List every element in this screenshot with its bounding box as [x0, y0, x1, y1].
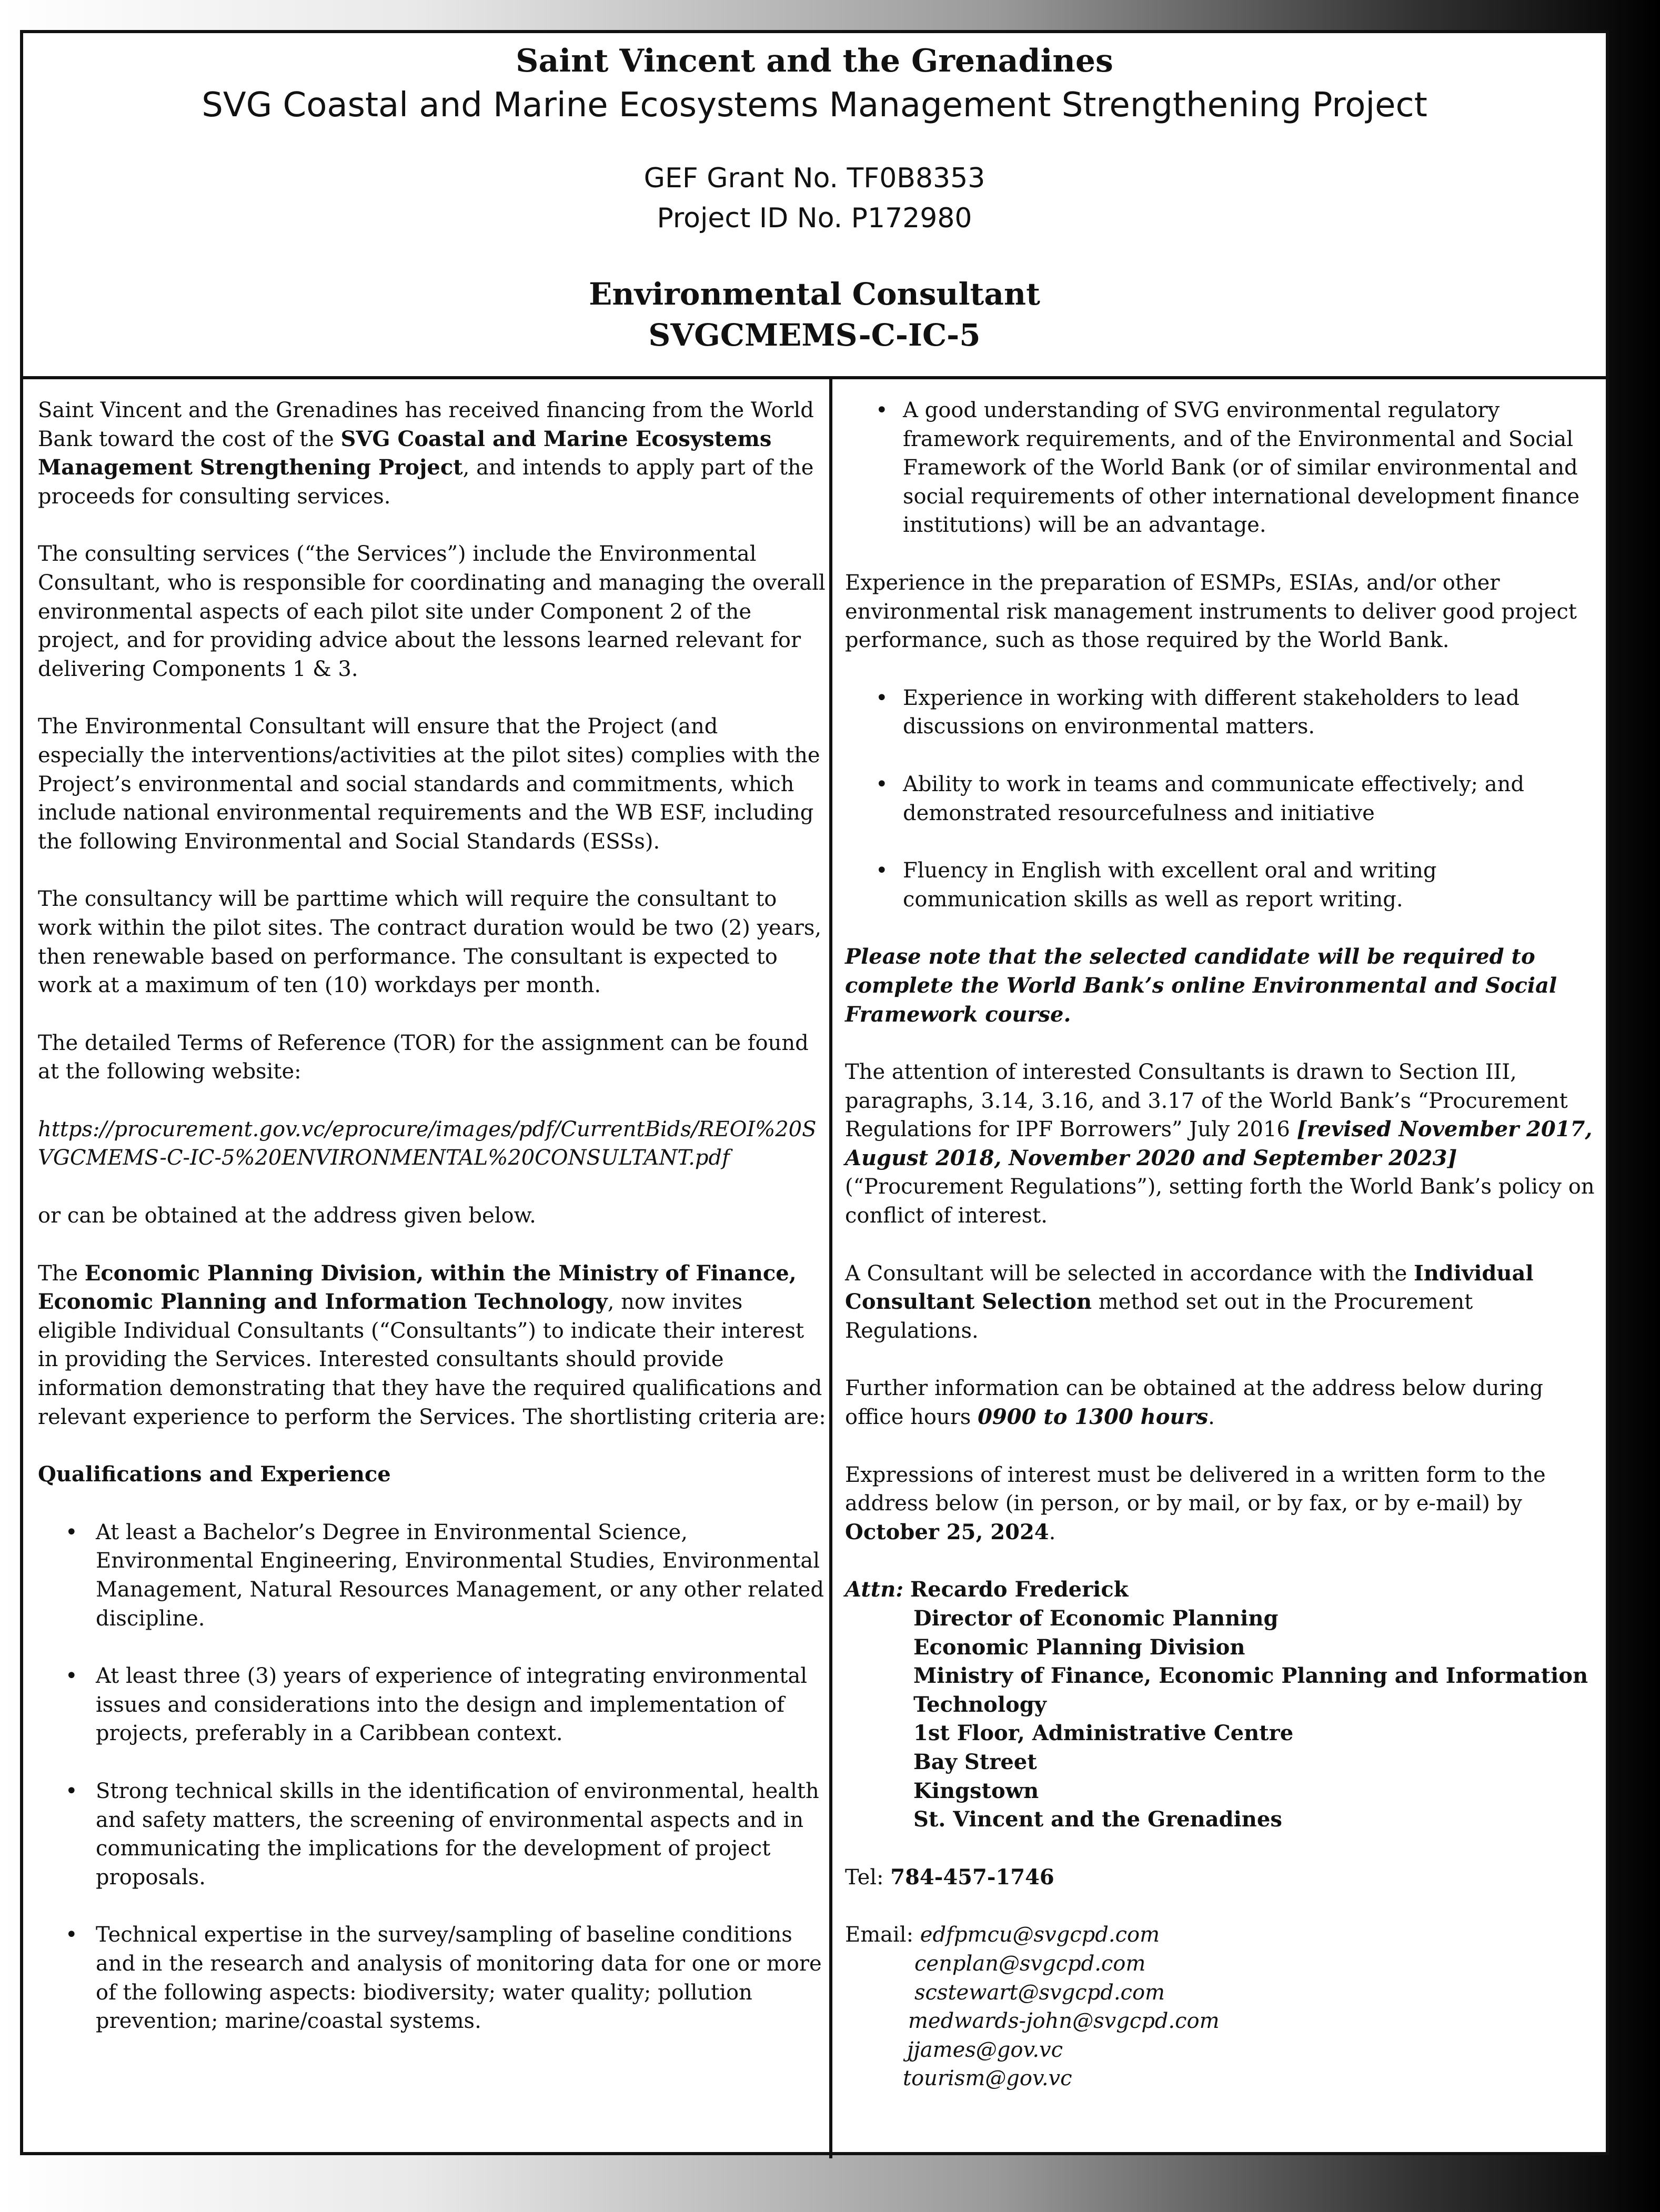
qualifications-heading: Qualifications and Experience: [38, 1462, 391, 1487]
selection-paragraph: A Consultant will be selected in accordance with the Individual Consultant Selection method set out in the Procurement Regulations.: [845, 1260, 1534, 1343]
bullet-icon: •: [876, 685, 888, 710]
project-title: SVG Coastal and Marine Ecosystems Management Strengthening Project: [202, 86, 1427, 125]
course-note: Please note that the selected candidate will be required to complete the World Bank’s online Environmental and Social Framework course.: [845, 944, 1557, 1027]
header-section: [23, 33, 1606, 379]
list-item: • At least three (3) years of experience of integrating environmental issues and considerations into the design and implementation of projects, preferably in a Caribbean context.: [38, 1662, 827, 1748]
skills-list: [845, 684, 1597, 914]
email-link[interactable]: edfpmcu@svgcpd.com: [920, 1923, 1160, 1947]
list-item: • Strong technical skills in the identification of environmental, health and safety matters, the screening of environmental aspects and in communicating the implications for the development of project proposals.: [38, 1777, 827, 1892]
list-item: • Fluency in English with excellent oral and writing communication skills as well as report writing.: [845, 856, 1597, 914]
email-link[interactable]: tourism@gov.vc: [903, 2066, 1072, 2091]
list-item: • Ability to work in teams and communicate effectively; and demonstrated resourcefulness and initiative: [845, 770, 1597, 827]
column-divider: [829, 379, 832, 2158]
invitation-paragraph: The Economic Planning Division, within the Ministry of Finance, Economic Planning and Information Technology, now invites eligible Individual Consultants (“Consultants”) to indicate their interest in providing the Services. Interested consultants should provide information demonstrating that they have the required qualifications and relevant experience to perform the Services. The shortlisting criteria are:: [38, 1260, 826, 1429]
project-id: Project ID No. P172980: [657, 203, 972, 234]
attn-name: Recardo Frederick: [910, 1577, 1129, 1602]
attention-block: [845, 1575, 1597, 1834]
position-code: SVGCMEMS-C-IC-5: [648, 317, 981, 353]
country-title: Saint Vincent and the Grenadines: [516, 43, 1113, 79]
bullet-icon: •: [876, 398, 888, 422]
bullet-icon: •: [65, 1664, 78, 1689]
left-column: [38, 396, 827, 2065]
address-line: Ministry of Finance, Economic Planning and Information Technology: [913, 1663, 1588, 1717]
deadline-paragraph: Expressions of interest must be delivered in a written form to the address below (in person, or by mail, or by fax, or by e-mail) by October 25, 2024.: [845, 1462, 1546, 1544]
bullet-icon: •: [65, 1779, 78, 1803]
list-item: • At least a Bachelor’s Degree in Environmental Science, Environmental Engineering, Environmental Studies, Environmental Management, Natural Resources Management, or any other related discipline.: [38, 1518, 827, 1633]
right-column: [845, 396, 1597, 2093]
email-block: [845, 1921, 1597, 2093]
address-line: Kingstown: [913, 1778, 1039, 1803]
address-line: 1st Floor, Administrative Centre: [913, 1721, 1294, 1746]
office-hours-paragraph: Further information can be obtained at the address below during office hours 0900 to 1300 hours.: [845, 1376, 1543, 1430]
email-link[interactable]: scstewart@svgcpd.com: [914, 1980, 1165, 2005]
grant-number: GEF Grant No. TF0B8353: [643, 163, 985, 194]
address-note: or can be obtained at the address given below.: [38, 1204, 536, 1228]
list-item: • Experience in working with different stakeholders to lead discussions on environmental matters.: [845, 684, 1597, 741]
standards-paragraph: The Environmental Consultant will ensure that the Project (and especially the interventions/activities at the pilot sites) complies with the Project’s environmental and social standards and commitments, which include national environmental requirements and the WB ESF, including the following Environmental and Social Standards (ESSs).: [38, 714, 820, 854]
list-item: • Technical expertise in the survey/sampling of baseline conditions and in the research and analysis of monitoring data for one or more of the following aspects: biodiversity; water quality; pollution prevention; marine/coastal systems.: [38, 1921, 827, 2035]
esmp-paragraph: Experience in the preparation of ESMPs, ESIAs, and/or other environmental risk management instruments to deliver good project performance, such as those required by the World Bank.: [845, 570, 1577, 653]
bullet-icon: •: [65, 1520, 78, 1544]
qualifications-list: [38, 1518, 827, 2036]
address-line: St. Vincent and the Grenadines: [913, 1807, 1282, 1832]
attn-label: Attn:: [845, 1577, 904, 1602]
position-title: Environmental Consultant: [589, 276, 1040, 312]
telephone: Tel: 784-457-1746: [845, 1864, 1054, 1890]
address-line: Economic Planning Division: [913, 1634, 1245, 1660]
services-paragraph: The consulting services (“the Services”) include the Environmental Consultant, who is responsible for coordinating and managing the overall environmental aspects of each pilot site under Component 2 of the project, and for providing advice about the lessons learned relevant for delivering Components 1 & 3.: [38, 542, 826, 681]
email-link[interactable]: jjames@gov.vc: [907, 2037, 1063, 2062]
email-label: Email:: [845, 1923, 920, 1947]
email-link[interactable]: cenplan@svgcpd.com: [914, 1951, 1146, 1976]
conflict-paragraph: The attention of interested Consultants is drawn to Section III, paragraphs, 3.14, 3.16, and 3.17 of the World Bank’s “Procurement Regulations for IPF Borrowers” July 2016 [revised November 2017, August 2018, November 2020 and September 2023] (“Procurement Regulations”), setting forth the World Bank’s policy on conflict of interest.: [845, 1060, 1595, 1228]
bullet-icon: •: [876, 858, 888, 883]
duration-paragraph: The consultancy will be parttime which will require the consultant to work within the pilot sites. The contract duration would be two (2) years, then renewable based on performance. The consultant is expected to work at a maximum of ten (10) workdays per month.: [38, 887, 822, 998]
advertisement-page: [20, 30, 1609, 2155]
list-item: • A good understanding of SVG environmental regulatory framework requirements, and of the Environmental and Social Framework of the World Bank (or of similar environmental and social requirements of other international development finance institutions) will be an advantage.: [845, 396, 1597, 540]
address-line: Bay Street: [913, 1749, 1037, 1774]
intro-paragraph: Saint Vincent and the Grenadines has received financing from the World Bank toward the cost of the SVG Coastal and Marine Ecosystems Management Strengthening Project, and intends to apply part of the proceeds for consulting services.: [38, 398, 814, 509]
experience-list-top: [845, 396, 1597, 540]
bullet-icon: •: [65, 1923, 78, 1947]
tor-link[interactable]: https://procurement.gov.vc/eprocure/images/pdf/CurrentBids/REOI%20SVGCMEMS-C-IC-5%20ENVIRONMENTAL%20CONSULTANT.pdf: [38, 1117, 817, 1170]
email-link[interactable]: medwards-john@svgcpd.com: [908, 2009, 1220, 2034]
tor-paragraph: The detailed Terms of Reference (TOR) for the assignment can be found at the following website:: [38, 1031, 809, 1084]
address-line: Director of Economic Planning: [913, 1606, 1279, 1631]
bullet-icon: •: [876, 772, 888, 796]
